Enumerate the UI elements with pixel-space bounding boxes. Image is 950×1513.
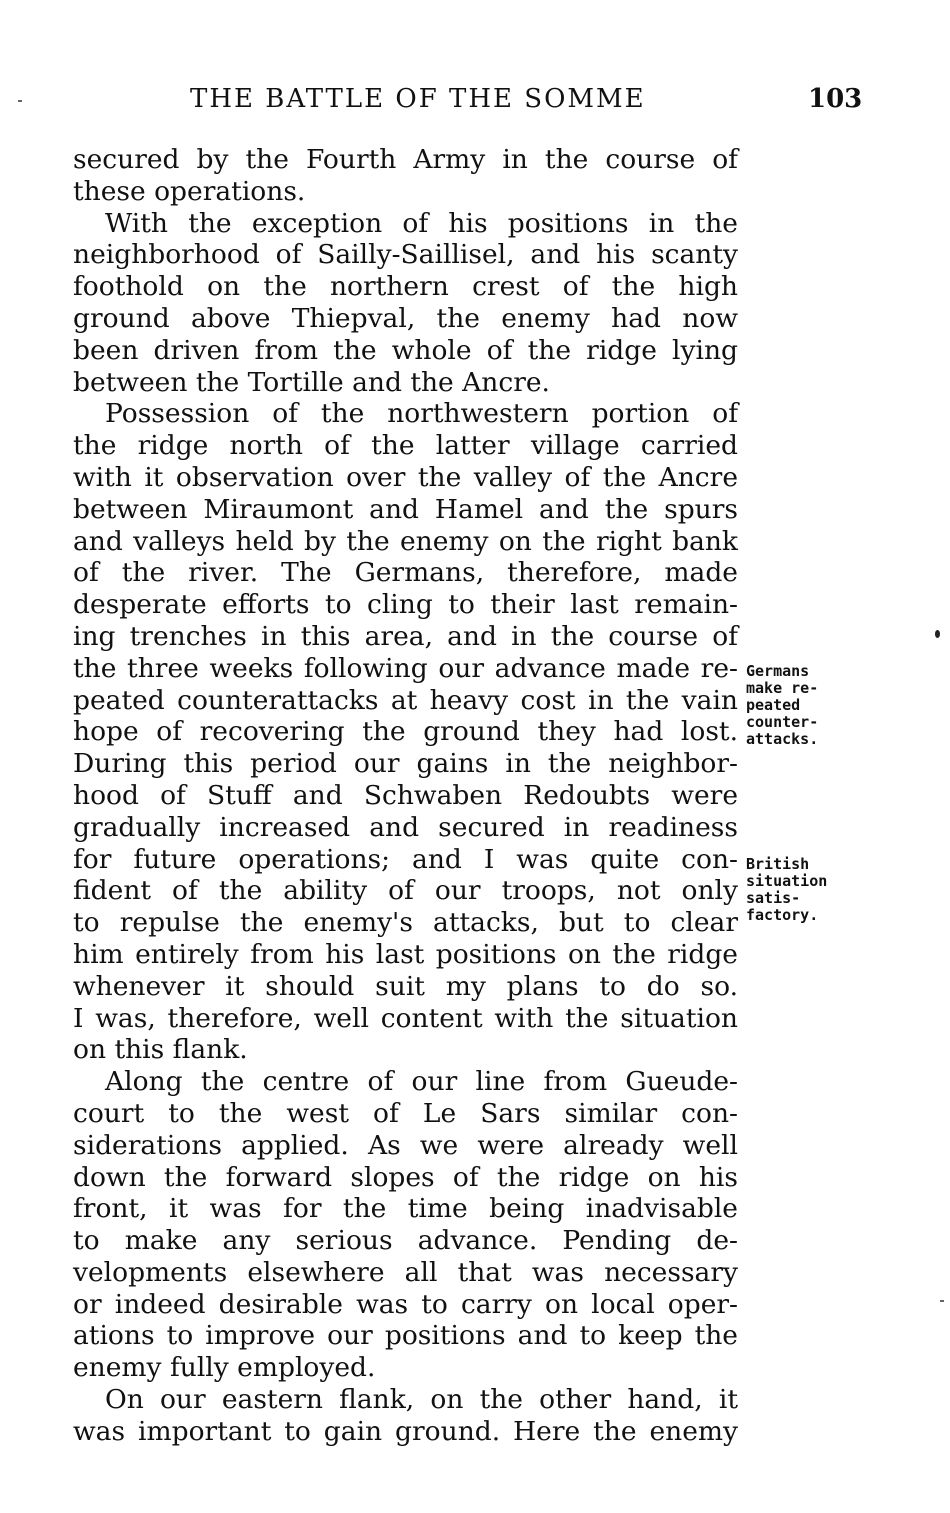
text-line: been driven from the whole of the ridge lying bbox=[73, 334, 738, 366]
text-line: fident of the ability of our troops, not only bbox=[73, 875, 738, 907]
text-line: these operations. bbox=[73, 175, 306, 207]
text-line: on this flank. bbox=[73, 1034, 248, 1066]
margin-note-line: counter- bbox=[746, 713, 819, 731]
text-line: down the forward slopes of the ridge on his bbox=[73, 1161, 738, 1193]
text-line: hood of Stuff and Schwaben Redoubts were bbox=[73, 779, 738, 811]
text-line: between the Tortille and the Ancre. bbox=[73, 366, 550, 398]
text-line: siderations applied. As we were already well bbox=[73, 1129, 738, 1161]
margin-note-line: British bbox=[746, 855, 810, 873]
text-line: hope of recovering the ground they had lost. bbox=[73, 716, 738, 748]
text-line: With the exception of his positions in the bbox=[105, 207, 738, 239]
margin-note-line: satis- bbox=[746, 889, 801, 907]
body-text bbox=[73, 144, 738, 1448]
text-line: peated counterattacks at heavy cost in the vain bbox=[73, 684, 738, 716]
running-title: THE BATTLE OF THE SOMME bbox=[190, 84, 646, 114]
text-line: velopments elsewhere all that was necessary bbox=[73, 1256, 738, 1288]
text-line: desperate efforts to cling to their last remain- bbox=[73, 589, 738, 621]
page-number: 103 bbox=[808, 84, 863, 114]
scan-mark bbox=[940, 1300, 944, 1302]
text-line: with it observation over the valley of the Ancre bbox=[73, 461, 738, 493]
text-line: between Miraumont and Hamel and the spurs bbox=[73, 493, 738, 525]
text-line: him entirely from his last positions on the ridge bbox=[73, 938, 738, 970]
text-line: Possession of the northwestern portion of bbox=[105, 398, 738, 430]
text-line: for future operations; and I was quite con- bbox=[73, 843, 738, 875]
text-line: On our eastern flank, on the other hand, it bbox=[105, 1384, 738, 1416]
text-line: and valleys held by the enemy on the right bank bbox=[73, 525, 738, 557]
text-line: I was, therefore, well content with the situation bbox=[73, 1002, 738, 1034]
text-line: whenever it should suit my plans to do so. bbox=[73, 970, 738, 1002]
text-line: court to the west of Le Sars similar con- bbox=[73, 1097, 738, 1129]
text-line: was important to gain ground. Here the enemy bbox=[73, 1415, 738, 1447]
margin-note-line: Germans bbox=[746, 662, 810, 680]
scan-mark bbox=[18, 100, 22, 102]
text-line: to repulse the enemy's attacks, but to clear bbox=[73, 907, 738, 939]
text-line: to make any serious advance. Pending de- bbox=[73, 1225, 738, 1257]
text-line: Along the centre of our line from Gueude- bbox=[105, 1066, 738, 1098]
text-line: foothold on the northern crest of the high bbox=[73, 271, 738, 303]
margin-note-british-situation bbox=[746, 856, 827, 924]
text-line: secured by the Fourth Army in the course of bbox=[73, 144, 738, 175]
text-line: ground above Thiepval, the enemy had now bbox=[73, 302, 738, 334]
margin-note-line: attacks. bbox=[746, 730, 819, 748]
text-line: ing trenches in this area, and in the course of bbox=[73, 620, 738, 652]
margin-note-germans-counterattacks bbox=[746, 663, 818, 748]
margin-note-line: factory. bbox=[746, 906, 819, 924]
text-line: or indeed desirable was to carry on local oper- bbox=[73, 1288, 738, 1320]
text-line: ations to improve our positions and to keep the bbox=[73, 1320, 738, 1352]
text-line: enemy fully employed. bbox=[73, 1352, 376, 1384]
margin-note-line: peated bbox=[746, 696, 801, 714]
text-line: front, it was for the time being inadvisable bbox=[73, 1193, 738, 1225]
margin-note-line: make re- bbox=[746, 679, 819, 697]
text-line: neighborhood of Sailly-Saillisel, and his scanty bbox=[73, 239, 738, 271]
text-line: of the river. The Germans, therefore, made bbox=[73, 557, 738, 589]
text-line: the ridge north of the latter village carried bbox=[73, 430, 738, 462]
scan-speck bbox=[935, 630, 940, 638]
margin-note-line: situation bbox=[746, 872, 828, 890]
text-line: During this period our gains in the neighbor- bbox=[73, 748, 738, 780]
text-line: the three weeks following our advance made re- bbox=[73, 652, 738, 684]
text-line: gradually increased and secured in readiness bbox=[73, 811, 738, 843]
page-header bbox=[0, 84, 950, 124]
